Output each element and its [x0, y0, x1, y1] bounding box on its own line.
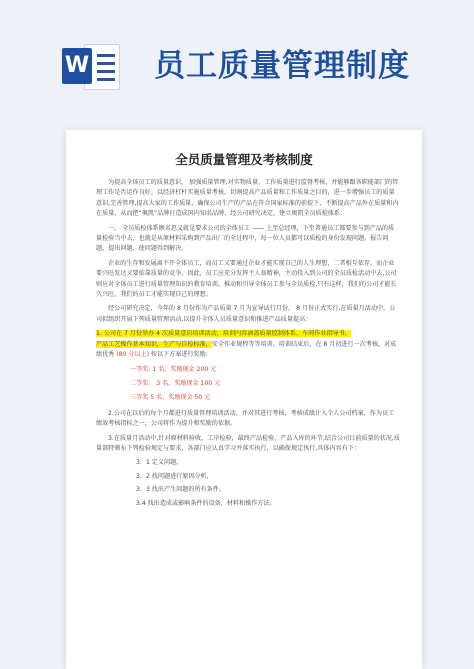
score-requirement: (80 分以上) — [116, 351, 149, 359]
reward-intro: 按以下方案进行奖励: — [148, 351, 208, 359]
list-item-analyze: 3．2 找问题进行原因分析， — [136, 472, 213, 480]
document-title: 全员质量管理及考核制度 — [175, 152, 313, 167]
paragraph-inspection: 3.在质量月活动中,针对原材料验收，工序检验，最终产品检验，产品入库的环节,结合公司目前质量的状况,质量部特颁布下列检验规定与要求，各部门应认真学习并落实执行，以确保规定执行,具体内容有下： — [96, 434, 400, 452]
paragraph-section-one: 一、 全员质检体系顾名思义就是要求公司的全体员工 —— 上至总经理，下至普通员工都要参与到产品的质量检验当中去，也就是从原材料采购到产品出厂的全过程中，每一位人员都可以质检的身份发现问题，报告问题，提出问题，使问题得到解决。 — [96, 224, 395, 253]
word-letter: W — [62, 48, 92, 84]
highlighted-line-1: 1. 公司在 7 月份举办 4 次质量意识培训活动，培训内容涵盖质量控制体系，车间作业指导书， — [96, 330, 351, 338]
document-body — [66, 178, 422, 509]
list-item-equipment: 3.4 找出造成或影响条件的设备，材料和操作方法。 — [136, 499, 276, 507]
prize-second: 二等奖： 3 名，奖励现金 100 元 — [130, 379, 221, 387]
highlighted-line-2: 产品工艺操作基本知识，生产与自检标准， — [96, 340, 212, 348]
list-item-define: 3．1 定义问题， — [136, 459, 183, 467]
paragraph-training — [96, 329, 400, 360]
paragraph-intro: 为提高全体员工的质量意识， 加强质量管理,对实物质量、工作质量进行监督考核，并能够跟各职能部门的管理工作是否运作良好，以经济杠杆实施质量考核，切割提高产品质量和工作质量之目的，进一步增强员工的质量意识,完善管理,提高大家的工作质量，确保公司生产的产品在符合国家标准的前提下，不断提高产品外在质量和内在质量，从而把“奥凯”品牌打造成国内知名品牌，经公司研究决定，建立奥凯全员质检体系： — [96, 179, 399, 218]
prize-third: 三等奖 5 名，奖励现金 50 元 — [130, 394, 211, 402]
paragraph-monthly-training: 2.公司在以后的每个月都进行质量管理培训活动，并对其进行考核，考核成绩计入个人公司档案，作为员工绩效考核指标之一，公司将作为提升和奖励的依据。 — [96, 409, 395, 428]
paragraph-decision: 经公司研究决定，今年的 8 月份作为产品质量 7 月为宣导试行月份， 8 月份正式实行,在质量月活动中，公司拟组织开展下列质量管理活动,以提升全体人员质量意识和推进产品质量提高： — [96, 305, 396, 323]
page-title: 员工质量管理制度 — [154, 48, 410, 84]
word-icon — [62, 40, 120, 92]
prize-first: 一等奖: 1 名，奖励现金 200 元 — [130, 365, 217, 373]
document-page — [66, 130, 422, 669]
paragraph-enterprise: 企业的生存和发展离不开全体员工，而员工又要通过企业才能实现自己的人生理想，二者相互依存，而企业要兴旺发达又要依靠质量的竞争。因此，员工应充分发挥主人翁精神，主动投入到公司的全员质检活动中去,公司则应对全体员工进行质量管理知识的教育培训，推动和引导全体员工参与全员质检,只有这样，我们的公司才能长久兴旺，我们的员工才能实现自己的理想。 — [96, 259, 397, 299]
header — [0, 0, 474, 100]
list-item-conditions: 3．3 找出产生问题的所有条件。 — [136, 486, 225, 494]
training-trailer: 安全作业规程等等培训。培训结束后，在 8 月初进行一次考核，对成绩优秀 — [96, 340, 397, 359]
